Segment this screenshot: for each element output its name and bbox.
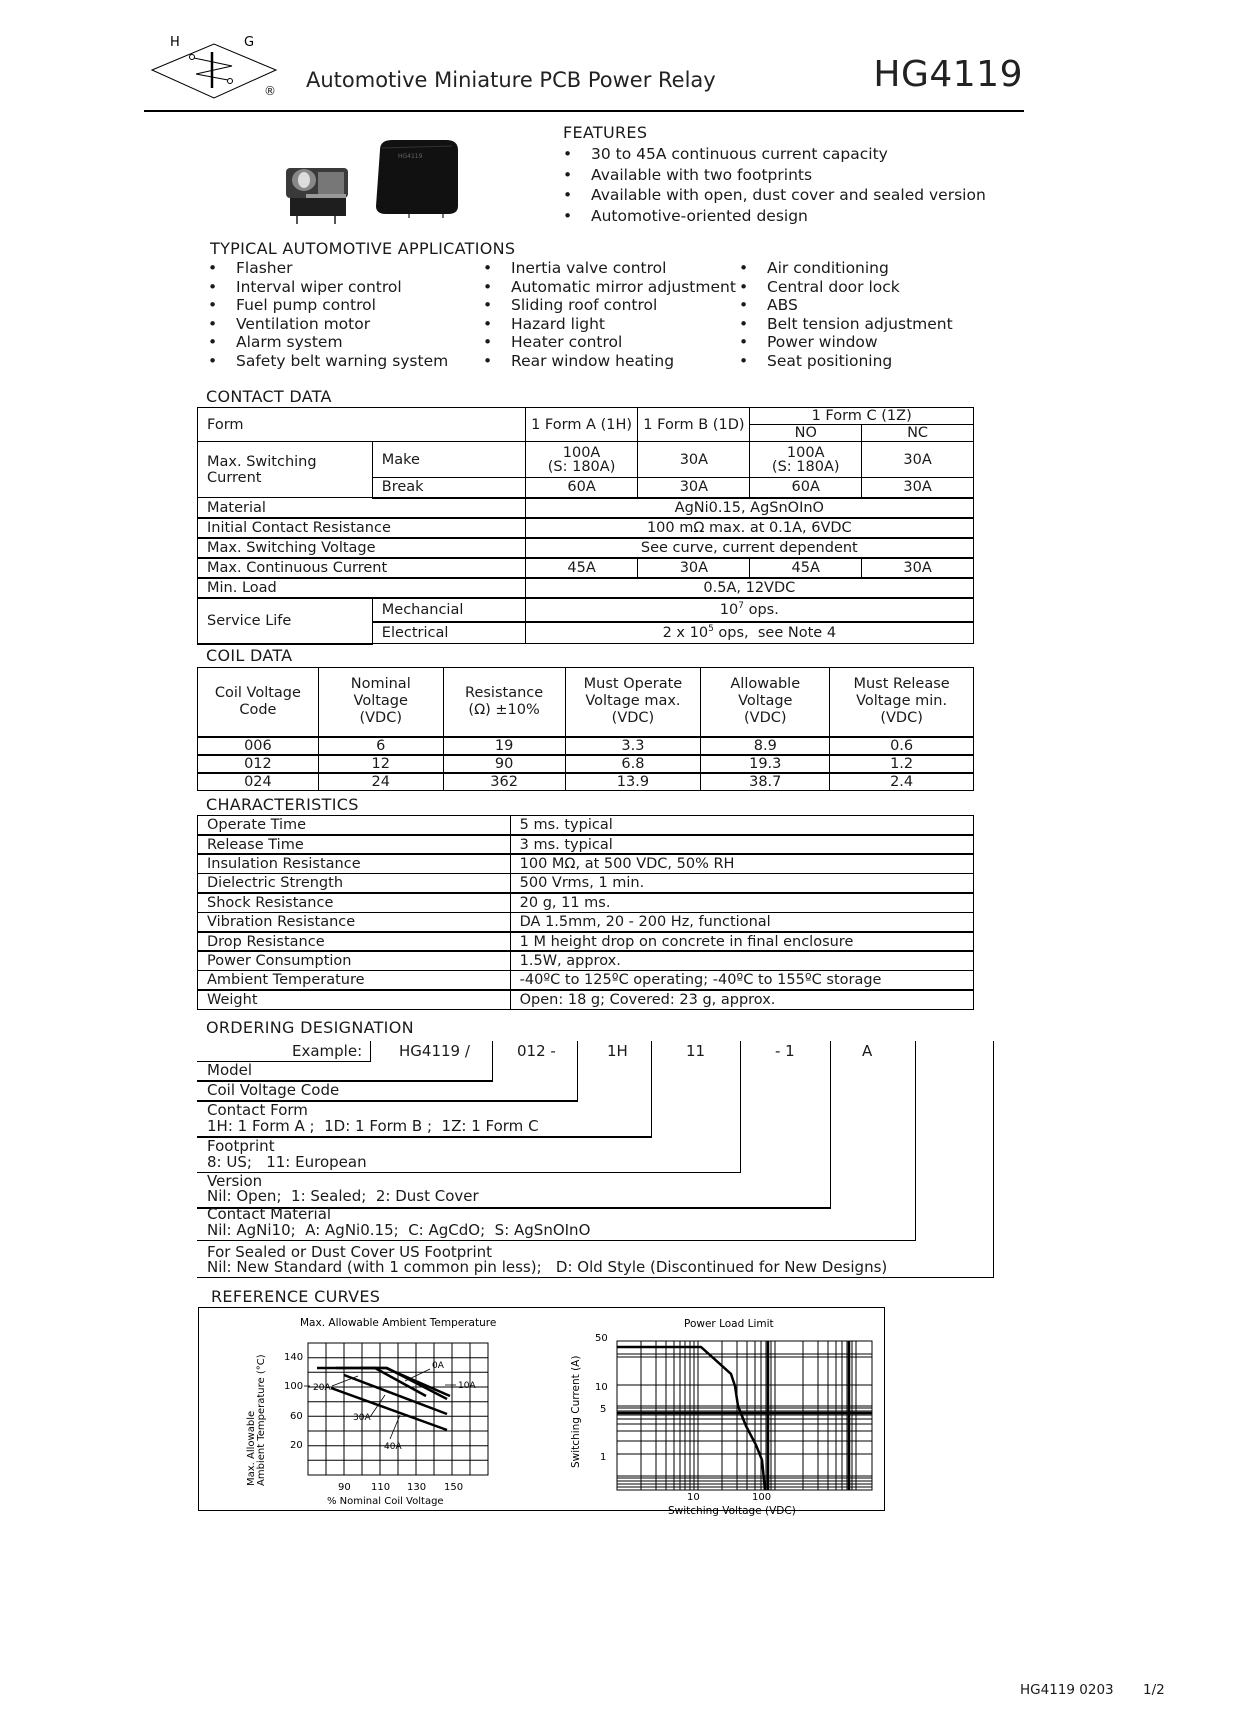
ordering-field-version: Version xyxy=(207,1172,263,1190)
ytick-100: 100 xyxy=(284,1381,304,1392)
mechanical-life-value: $10^7$ ops. xyxy=(525,598,973,622)
electrical-label: Electrical xyxy=(372,622,525,644)
chart1-ylabel-line1: Max. Allowable xyxy=(246,1410,257,1486)
chart1-title: Max. Allowable Ambient Temperature xyxy=(300,1317,497,1329)
chart1-ylabel-line2: Ambient Temperature (°C) xyxy=(256,1354,267,1486)
code-material: A xyxy=(862,1042,873,1060)
applications-column-2 xyxy=(483,259,736,370)
ordering-field-contact-form: Contact Form xyxy=(207,1101,308,1119)
char-value: 1.5W, approx. xyxy=(510,951,973,970)
electrical-life-value: 2 x $10^5$ ops, see Note 4 xyxy=(525,622,973,644)
char-value: 500 Vrms, 1 min. xyxy=(510,874,973,893)
logo-letter-g: G xyxy=(244,35,255,50)
coil-data-table xyxy=(197,667,974,791)
applications-heading: TYPICAL AUTOMOTIVE APPLICATIONS xyxy=(210,239,516,258)
code-model: HG4119 / xyxy=(399,1042,470,1060)
char-label: Vibration Resistance xyxy=(198,912,511,931)
coil-cell: 13.9 xyxy=(565,773,701,791)
coil-row xyxy=(198,773,974,791)
coil-cell: 012 xyxy=(198,755,319,773)
min-load-value: 0.5A, 12VDC xyxy=(525,578,973,598)
application-item: • ABS xyxy=(739,296,953,315)
application-item: • Power window xyxy=(739,333,953,352)
ytick-10: 10 xyxy=(595,1382,608,1393)
registered-mark: ® xyxy=(264,84,276,98)
mcc-form-c-no: 45A xyxy=(750,558,862,578)
application-item: • Seat positioning xyxy=(739,352,953,371)
char-value: Open: 18 g; Covered: 23 g, approx. xyxy=(510,990,973,1009)
coil-cell: 362 xyxy=(443,773,565,791)
char-value: 5 ms. typical xyxy=(510,816,973,835)
max-switching-voltage-label: Max. Switching Voltage xyxy=(198,538,526,558)
max-switching-voltage-value: See curve, current dependent xyxy=(525,538,973,558)
char-label: Power Consumption xyxy=(198,951,511,970)
char-label: Ambient Temperature xyxy=(198,971,511,990)
make-label: Make xyxy=(372,442,525,478)
form-a-header: 1 Form A (1H) xyxy=(525,408,638,442)
ordering-desc-us-footprint: Nil: New Standard (with 1 common pin less); D: Old Style (Discontinued for New Designs) xyxy=(207,1258,888,1276)
chart2-ylabel: Switching Current (A) xyxy=(570,1355,582,1468)
code-contact-form: 1H xyxy=(607,1042,628,1060)
coil-cell: 19 xyxy=(443,737,565,755)
char-value: -40ºC to 125ºC operating; -40ºC to 155ºC storage xyxy=(510,971,973,990)
ordering-field-footprint: Footprint xyxy=(207,1137,275,1155)
footer-page-number: 1/2 xyxy=(1143,1682,1165,1698)
applications-column-3 xyxy=(739,259,953,370)
characteristics-table xyxy=(197,815,974,1010)
features-list xyxy=(563,144,986,226)
coil-cell: 0.6 xyxy=(830,737,974,755)
application-item: • Inertia valve control xyxy=(483,259,736,278)
char-value: DA 1.5mm, 20 - 200 Hz, functional xyxy=(510,912,973,931)
make-form-c-nc: 30A xyxy=(862,442,974,478)
coil-cell: 3.3 xyxy=(565,737,701,755)
coil-header-allowable: Allowable Voltage (VDC) xyxy=(701,668,830,737)
coil-cell: 24 xyxy=(318,773,443,791)
xtick-150: 150 xyxy=(444,1482,464,1493)
chart2-xlabel: Switching Voltage (VDC) xyxy=(668,1505,796,1517)
curve-30a xyxy=(344,1375,447,1414)
covered-relay-photo xyxy=(372,136,462,218)
ordering-desc-contact-material: Nil: AgNi10; A: AgNi0.15; C: AgCdO; S: AgSnOInO xyxy=(207,1221,591,1239)
application-item: • Safety belt warning system xyxy=(208,352,448,371)
applications-column-1 xyxy=(208,259,448,370)
application-item: • Alarm system xyxy=(208,333,448,352)
coil-row xyxy=(198,755,974,773)
char-label: Dielectric Strength xyxy=(198,874,511,893)
break-form-a: 60A xyxy=(525,478,638,498)
application-item: • Interval wiper control xyxy=(208,278,448,297)
char-value: 1 M height drop on concrete in final enclosure xyxy=(510,932,973,951)
ytick-1: 1 xyxy=(600,1452,607,1463)
application-item: • Flasher xyxy=(208,259,448,278)
form-b-header: 1 Form B (1D) xyxy=(638,408,750,442)
feature-item: • Available with two footprints xyxy=(563,165,986,186)
coil-header-must-release: Must Release Voltage min. (VDC) xyxy=(830,668,974,737)
xtick-130: 130 xyxy=(407,1482,427,1493)
mcc-form-a: 45A xyxy=(525,558,638,578)
ytick-20: 20 xyxy=(290,1440,303,1451)
material-label: Material xyxy=(198,498,526,518)
ytick-60: 60 xyxy=(290,1411,303,1422)
reference-curves-heading: REFERENCE CURVES xyxy=(211,1287,381,1306)
ordering-field-model: Model xyxy=(207,1061,253,1079)
chart1-xlabel: % Nominal Coil Voltage xyxy=(327,1496,444,1507)
make-form-a: 100A (S: 180A) xyxy=(525,442,638,478)
form-c-header: 1 Form C (1Z) xyxy=(750,408,974,425)
char-label: Weight xyxy=(198,990,511,1009)
application-item: • Heater control xyxy=(483,333,736,352)
characteristics-heading: CHARACTERISTICS xyxy=(206,795,359,814)
label-0a: 0A xyxy=(432,1361,444,1371)
break-form-c-nc: 30A xyxy=(862,478,974,498)
features-heading: FEATURES xyxy=(563,123,648,142)
make-form-c-no: 100A (S: 180A) xyxy=(750,442,862,478)
code-coil: 012 - xyxy=(517,1042,556,1060)
code-footprint: 11 xyxy=(686,1042,706,1060)
xtick-90: 90 xyxy=(338,1482,351,1493)
page-subtitle: Automotive Miniature PCB Power Relay xyxy=(306,68,716,92)
ytick-50: 50 xyxy=(595,1333,608,1344)
application-item: • Hazard light xyxy=(483,315,736,334)
ordering-desc-footprint: 8: US; 11: European xyxy=(207,1153,367,1171)
break-form-b: 30A xyxy=(638,478,750,498)
code-version: - 1 xyxy=(775,1042,795,1060)
xtick-10-label: 10 xyxy=(687,1492,700,1503)
ordering-heading: ORDERING DESIGNATION xyxy=(206,1018,414,1037)
chart2-title: Power Load Limit xyxy=(684,1318,774,1330)
application-item: • Fuel pump control xyxy=(208,296,448,315)
svg-text:HG4119: HG4119 xyxy=(398,153,423,160)
char-label: Release Time xyxy=(198,835,511,854)
application-item: • Air conditioning xyxy=(739,259,953,278)
coil-cell: 6.8 xyxy=(565,755,701,773)
break-label: Break xyxy=(372,478,525,498)
ordering-field-coil-voltage: Coil Voltage Code xyxy=(207,1081,340,1099)
label-40a: 40A xyxy=(384,1442,402,1452)
xtick-110: 110 xyxy=(371,1482,391,1493)
max-switching-current-label: Max. Switching Current xyxy=(198,442,373,498)
label-10a: 10A xyxy=(458,1381,476,1391)
service-life-label: Service Life xyxy=(198,598,373,644)
initial-contact-resistance-value: 100 mΩ max. at 0.1A, 6VDC xyxy=(525,518,973,538)
coil-cell: 12 xyxy=(318,755,443,773)
contact-data-heading: CONTACT DATA xyxy=(206,387,332,406)
form-c-no-header: NO xyxy=(750,425,862,442)
coil-header-nominal-voltage: Nominal Voltage (VDC) xyxy=(318,668,443,737)
ytick-140: 140 xyxy=(284,1352,304,1363)
char-label: Drop Resistance xyxy=(198,932,511,951)
coil-cell: 006 xyxy=(198,737,319,755)
feature-item: • Available with open, dust cover and sealed version xyxy=(563,185,986,206)
ordering-field-us-footprint: For Sealed or Dust Cover US Footprint xyxy=(207,1243,492,1261)
min-load-label: Min. Load xyxy=(198,578,526,598)
ytick-5: 5 xyxy=(600,1404,607,1415)
coil-cell: 8.9 xyxy=(701,737,830,755)
initial-contact-resistance-label: Initial Contact Resistance xyxy=(198,518,526,538)
coil-data-heading: COIL DATA xyxy=(206,646,293,665)
curve-40a xyxy=(331,1388,447,1430)
coil-cell: 19.3 xyxy=(701,755,830,773)
ordering-desc-version: Nil: Open; 1: Sealed; 2: Dust Cover xyxy=(207,1187,479,1205)
char-label: Operate Time xyxy=(198,816,511,835)
company-logo xyxy=(146,32,278,94)
power-load-limit-chart xyxy=(560,1310,880,1517)
mcc-form-c-nc: 30A xyxy=(862,558,974,578)
label-20a: 20A xyxy=(313,1383,331,1393)
coil-header-must-operate: Must Operate Voltage max. (VDC) xyxy=(565,668,701,737)
material-value: AgNi0.15, AgSnOInO xyxy=(525,498,973,518)
make-form-b: 30A xyxy=(638,442,750,478)
ambient-temperature-chart xyxy=(240,1310,540,1510)
application-item: • Automatic mirror adjustment xyxy=(483,278,736,297)
label-30a: 30A xyxy=(353,1413,371,1423)
open-relay-photo xyxy=(282,158,354,228)
char-value: 3 ms. typical xyxy=(510,835,973,854)
break-form-c-no: 60A xyxy=(750,478,862,498)
coil-cell: 90 xyxy=(443,755,565,773)
contact-data-table xyxy=(197,407,974,645)
mechanical-label: Mechancial xyxy=(372,598,525,622)
form-label: Form xyxy=(198,408,526,442)
application-item: • Rear window heating xyxy=(483,352,736,371)
mcc-form-b: 30A xyxy=(638,558,750,578)
footer-doc-code: HG4119 0203 xyxy=(1020,1682,1114,1698)
char-value: 20 g, 11 ms. xyxy=(510,893,973,912)
xtick-100-label: 100 xyxy=(752,1492,772,1503)
char-value: 100 MΩ, at 500 VDC, 50% RH xyxy=(510,854,973,873)
char-label: Insulation Resistance xyxy=(198,854,511,873)
ordering-field-contact-material: Contact Material xyxy=(207,1205,332,1223)
coil-cell: 38.7 xyxy=(701,773,830,791)
ordering-desc-contact-form: 1H: 1 Form A ; 1D: 1 Form B ; 1Z: 1 Form C xyxy=(207,1117,539,1135)
example-label: Example: xyxy=(292,1042,363,1060)
max-continuous-current-label: Max. Continuous Current xyxy=(198,558,526,578)
feature-item: • Automotive-oriented design xyxy=(563,206,986,227)
coil-cell: 1.2 xyxy=(830,755,974,773)
application-item: • Belt tension adjustment xyxy=(739,315,953,334)
application-item: • Sliding roof control xyxy=(483,296,736,315)
feature-item: • 30 to 45A continuous current capacity xyxy=(563,144,986,165)
form-c-nc-header: NC xyxy=(862,425,974,442)
application-item: • Central door lock xyxy=(739,278,953,297)
coil-cell: 024 xyxy=(198,773,319,791)
coil-cell: 2.4 xyxy=(830,773,974,791)
model-title: HG4119 xyxy=(873,54,1023,95)
logo-letter-h: H xyxy=(170,35,180,50)
coil-cell: 6 xyxy=(318,737,443,755)
coil-row xyxy=(198,737,974,755)
coil-header-resistance: Resistance (Ω) ±10% xyxy=(443,668,565,737)
coil-header-code: Coil Voltage Code xyxy=(198,668,319,737)
header-divider xyxy=(144,110,1024,112)
application-item: • Ventilation motor xyxy=(208,315,448,334)
char-label: Shock Resistance xyxy=(198,893,511,912)
